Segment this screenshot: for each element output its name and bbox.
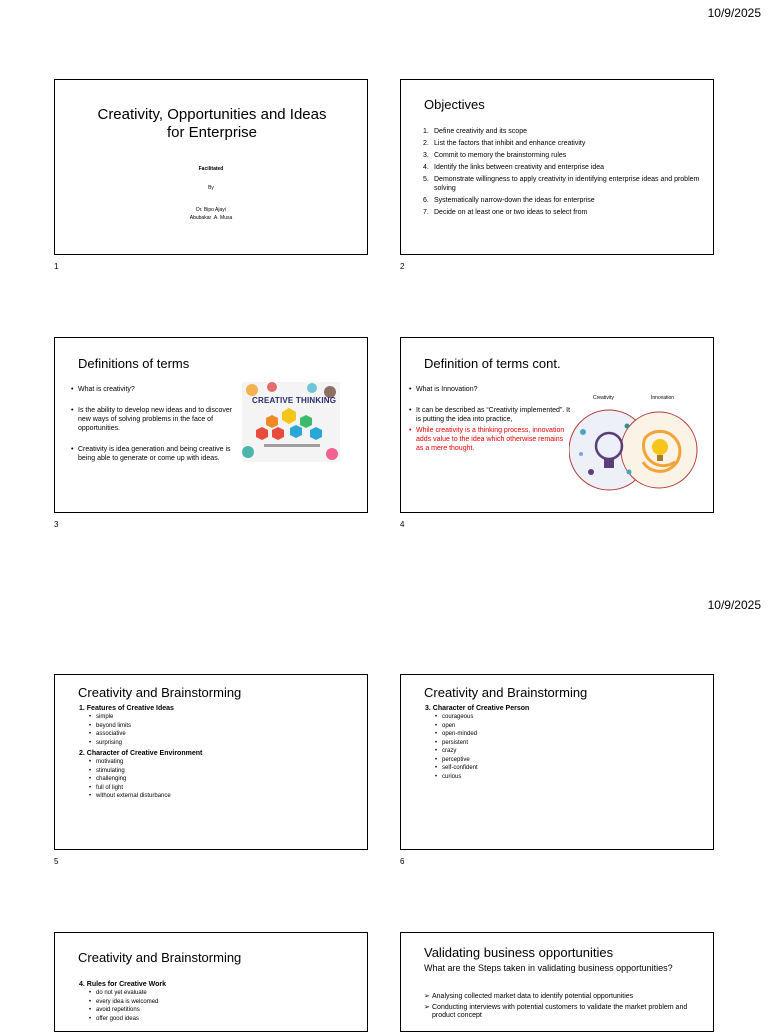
sub-item: • courageous — [425, 713, 705, 722]
sub-item: • self-confident — [425, 764, 705, 773]
slide-2 — [400, 79, 714, 255]
slide-5 — [54, 674, 368, 850]
sub-item: • do not yet evaluate — [79, 989, 359, 998]
author-name: Abubakar .A. Musa — [189, 215, 233, 221]
hexagon-graphic-icon — [242, 382, 340, 462]
sub-item: • without external disturbance — [79, 792, 359, 801]
objective-item: 7. Decide on at least one or two ideas to select from — [423, 209, 588, 216]
sub-list — [79, 989, 359, 1023]
slide-8 — [400, 932, 714, 1032]
slide-title: Creativity and Brainstorming — [78, 685, 242, 700]
slide-title: Definitions of terms — [78, 356, 190, 371]
sub-item: • persistent — [425, 739, 705, 748]
objectives-list — [423, 127, 703, 217]
sub-item: • open-minded — [425, 730, 705, 739]
objective-item: 5. Demonstrate willingness to apply creativity in identifying enterprise ideas and problem solving — [423, 176, 700, 192]
image-caption: CREATIVE THINKING — [252, 396, 337, 405]
sub-item: • avoid repetitions — [79, 1006, 359, 1015]
sub-item: • associative — [79, 730, 359, 739]
sub-item: • perceptive — [425, 756, 705, 765]
sub-item: • every idea is welcomed — [79, 998, 359, 1007]
slide-subtitle: What are the Steps taken in validating business opportunities? — [424, 963, 673, 973]
slide-4 — [400, 337, 714, 513]
character-section — [425, 704, 705, 783]
sub-item: • simple — [79, 713, 359, 722]
sub-list — [425, 713, 705, 781]
sub-item: • beyond limits — [79, 722, 359, 731]
bullet-item: • Creativity is idea generation and being creative is being able to generate or come up with ideas. — [71, 445, 239, 463]
section-heading: 4. Rules for Creative Work — [79, 981, 167, 988]
sub-item: • curious — [425, 773, 705, 782]
slide-title: Definition of terms cont. — [424, 356, 561, 371]
bullet-item: • What is Innovation? — [409, 385, 571, 394]
bullet-item: • It can be described as “Creativity implemented”. It is putting the idea into practice, — [409, 406, 571, 424]
slide-number: 1 — [54, 262, 59, 271]
slide-number: 3 — [54, 520, 59, 529]
sub-item: • stimulating — [79, 767, 359, 776]
creative-thinking-image — [242, 382, 340, 462]
slide-number: 5 — [54, 857, 59, 866]
objective-item: 1. Define creativity and its scope — [423, 128, 527, 135]
venn-right-label: Innovation — [651, 395, 675, 401]
by-label: By — [208, 185, 214, 191]
step-item: ➢ Conducting interviews with potential customers to validate the market problem and product concept — [424, 1004, 709, 1021]
features-section — [79, 704, 359, 803]
sub-item: • full of light — [79, 784, 359, 793]
author-name: Dr. Bipo Ajayi — [196, 207, 226, 213]
slide-number: 2 — [400, 262, 405, 271]
bullet-item: • What is creativity? — [71, 385, 239, 394]
sub-list — [79, 758, 359, 801]
slide-title: Creativity and Brainstorming — [424, 685, 588, 700]
slide-title: Objectives — [424, 97, 485, 112]
page-date: 10/9/2025 — [707, 598, 761, 612]
step-item: ➢ Analysing collected market data to identify potential opportunities — [424, 993, 709, 1002]
section-heading: 1. Features of Creative Ideas — [79, 705, 174, 712]
slide-1 — [54, 79, 368, 255]
slide-number: 4 — [400, 520, 405, 529]
slide-number: 6 — [400, 857, 405, 866]
venn-left-label: Creativity — [593, 395, 614, 401]
page-date: 10/9/2025 — [707, 6, 761, 20]
slide-title: Creativity and Brainstorming — [78, 950, 242, 965]
section-heading: 3. Character of Creative Person — [425, 705, 530, 712]
sub-item: • surprising — [79, 739, 359, 748]
sub-item: • offer good ideas — [79, 1015, 359, 1024]
bullet-item-highlight: • While creativity is a thinking process, innovation adds value to the idea which otherwise remains as a mere thought. — [409, 426, 571, 453]
creativity-innovation-venn-icon — [569, 402, 701, 498]
sub-list — [79, 713, 359, 747]
slide-title: Validating business opportunities — [424, 945, 614, 960]
objective-item: 4. Identify the links between creativity and enterprise idea — [423, 164, 605, 171]
facilitated-label: Facilitated — [198, 166, 224, 172]
sub-item: • challenging — [79, 775, 359, 784]
bullet-item: • Is the ability to develop new ideas and to discover new ways of solving problems in the face of opportunities. — [71, 406, 239, 433]
objective-item: 3. Commit to memory the brainstorming rules — [423, 152, 567, 159]
bullet-list — [71, 385, 239, 472]
section-heading: 2. Character of Creative Environment — [79, 750, 203, 757]
slide-3 — [54, 337, 368, 513]
objective-item: 2. List the factors that inhibit and enhance creativity — [423, 140, 586, 147]
sub-item: • motivating — [79, 758, 359, 767]
slide-title: Creativity, Opportunities and Ideas for Enterprise — [97, 106, 327, 141]
bullet-list — [409, 385, 571, 462]
slide-7 — [54, 932, 368, 1032]
rules-section — [79, 980, 359, 1025]
slide-6 — [400, 674, 714, 850]
sub-item: • open — [425, 722, 705, 731]
sub-item: • crazy — [425, 747, 705, 756]
objective-item: 6. Systematically narrow-down the ideas for enterprise — [423, 197, 595, 204]
steps-list — [424, 993, 709, 1021]
